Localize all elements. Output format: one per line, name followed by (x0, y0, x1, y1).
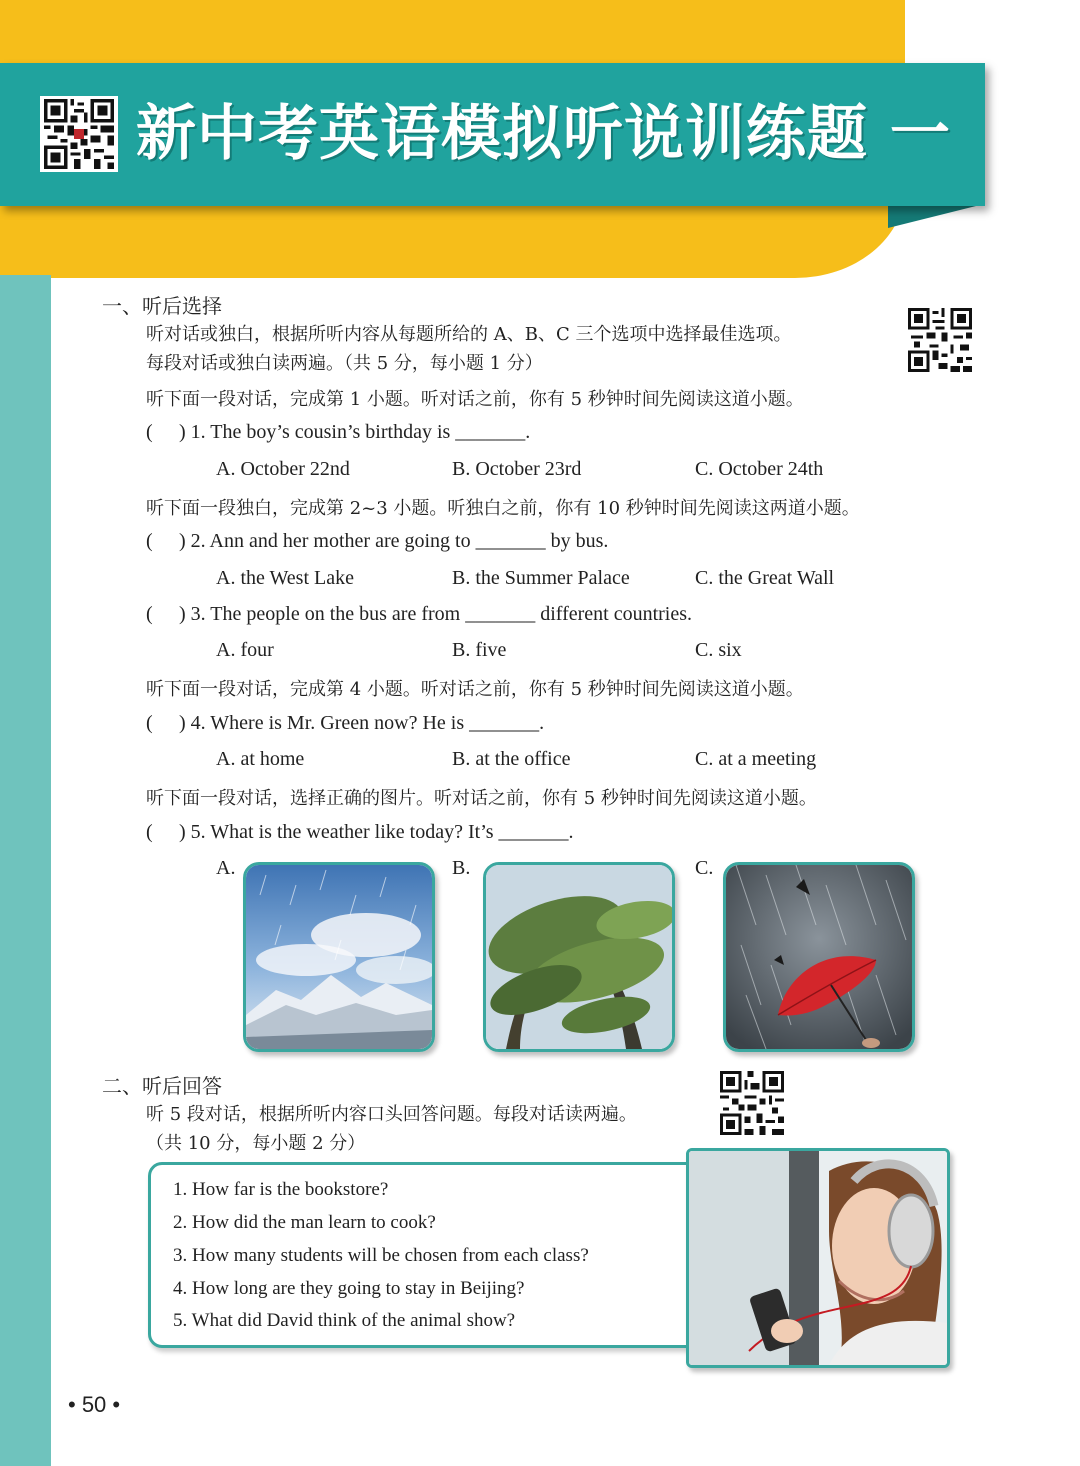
qr-code-icon (719, 1071, 785, 1135)
answer-question-3: 3. How many students will be chosen from each class? (173, 1245, 589, 1266)
q1-option-a[interactable]: A. October 22nd (216, 458, 350, 480)
section2-heading: 二、听后回答 (102, 1074, 222, 1098)
banner-qr-code-icon[interactable] (40, 96, 118, 172)
section2-instruction-line1: 听 5 段对话，根据所听内容口头回答问题。每段对话读两遍。 (146, 1104, 637, 1125)
banner-fold (888, 204, 984, 228)
q4-option-a[interactable]: A. at home (216, 748, 305, 770)
q2-option-c[interactable]: C. the Great Wall (695, 567, 835, 589)
prompt-4: 听下面一段对话，选择正确的图片。听对话之前，你有 5 秒钟时间先阅读这道小题。 (146, 788, 817, 809)
snowy-mountain-image (246, 865, 432, 1049)
q5-image-a-snow[interactable] (243, 862, 435, 1052)
section1-instruction-line2: 每段对话或独白读两遍。（共 5 分，每小题 1 分） (146, 353, 543, 374)
q4-question: ) 4. Where is Mr. Green now? He is _______. (179, 712, 545, 734)
prompt-2: 听下面一段独白，完成第 2~3 小题。听独白之前，你有 10 秒钟时间先阅读这两道小题。 (146, 498, 860, 519)
qr-code-icon (907, 308, 973, 372)
girl-headphones-image (686, 1148, 950, 1368)
questions-box (148, 1162, 714, 1348)
answer-question-4: 4. How long are they going to stay in Beijing? (173, 1278, 525, 1299)
section2-instruction-line2: （共 10 分，每小题 2 分） (146, 1133, 366, 1154)
answer-question-1: 1. How far is the bookstore? (173, 1179, 389, 1200)
page-title: 新中考英语模拟听说训练题 一 (136, 99, 951, 169)
windy-tree-image (486, 865, 672, 1049)
section1-heading: 一、听后选择 (102, 294, 222, 318)
q3-option-b[interactable]: B. five (452, 639, 507, 661)
answer-question-5: 5. What did David think of the animal show? (173, 1310, 516, 1331)
q4-option-c[interactable]: C. at a meeting (695, 748, 817, 770)
section1-qr-code-icon[interactable] (904, 305, 976, 375)
q3-question: ) 3. The people on the bus are from _______ different countries. (179, 603, 693, 625)
q5-image-c-rain[interactable] (723, 862, 915, 1052)
q5-bracket[interactable]: ( (146, 821, 153, 843)
q5-image-b-wind[interactable] (483, 862, 675, 1052)
q5-option-c-label[interactable]: C. (695, 857, 714, 879)
page-number: • 50 • (68, 1392, 121, 1417)
q5-question: ) 5. What is the weather like today? It’s _______. (179, 821, 574, 843)
q5-option-a-label[interactable]: A. (216, 857, 236, 879)
q2-bracket[interactable]: ( (146, 530, 153, 552)
q5-option-b-label[interactable]: B. (452, 857, 471, 879)
answer-question-2: 2. How did the man learn to cook? (173, 1212, 436, 1233)
section2-qr-code-icon[interactable] (716, 1068, 788, 1138)
prompt-1: 听下面一段对话，完成第 1 小题。听对话之前，你有 5 秒钟时间先阅读这道小题。 (146, 389, 804, 410)
q2-option-a[interactable]: A. the West Lake (216, 567, 354, 589)
q1-option-b[interactable]: B. October 23rd (452, 458, 582, 480)
prompt-3: 听下面一段对话，完成第 4 小题。听对话之前，你有 5 秒钟时间先阅读这道小题。 (146, 679, 804, 700)
qr-code-icon (43, 99, 115, 169)
girl-listening-image (689, 1151, 947, 1365)
q3-bracket[interactable]: ( (146, 603, 153, 625)
q1-bracket[interactable]: ( (146, 421, 153, 443)
left-color-strip (0, 275, 51, 1466)
q3-option-c[interactable]: C. six (695, 639, 742, 661)
q3-option-a[interactable]: A. four (216, 639, 274, 661)
q2-question: ) 2. Ann and her mother are going to _______ by bus. (179, 530, 609, 552)
section1-instruction-line1: 听对话或独白，根据所听内容从每题所给的 A、B、C 三个选项中选择最佳选项。 (146, 324, 792, 345)
q1-option-c[interactable]: C. October 24th (695, 458, 824, 480)
q4-bracket[interactable]: ( (146, 712, 153, 734)
q1-question: ) 1. The boy’s cousin’s birthday is _______. (179, 421, 531, 443)
red-umbrella-rain-image (726, 865, 912, 1049)
q4-option-b[interactable]: B. at the office (452, 748, 571, 770)
q2-option-b[interactable]: B. the Summer Palace (452, 567, 630, 589)
